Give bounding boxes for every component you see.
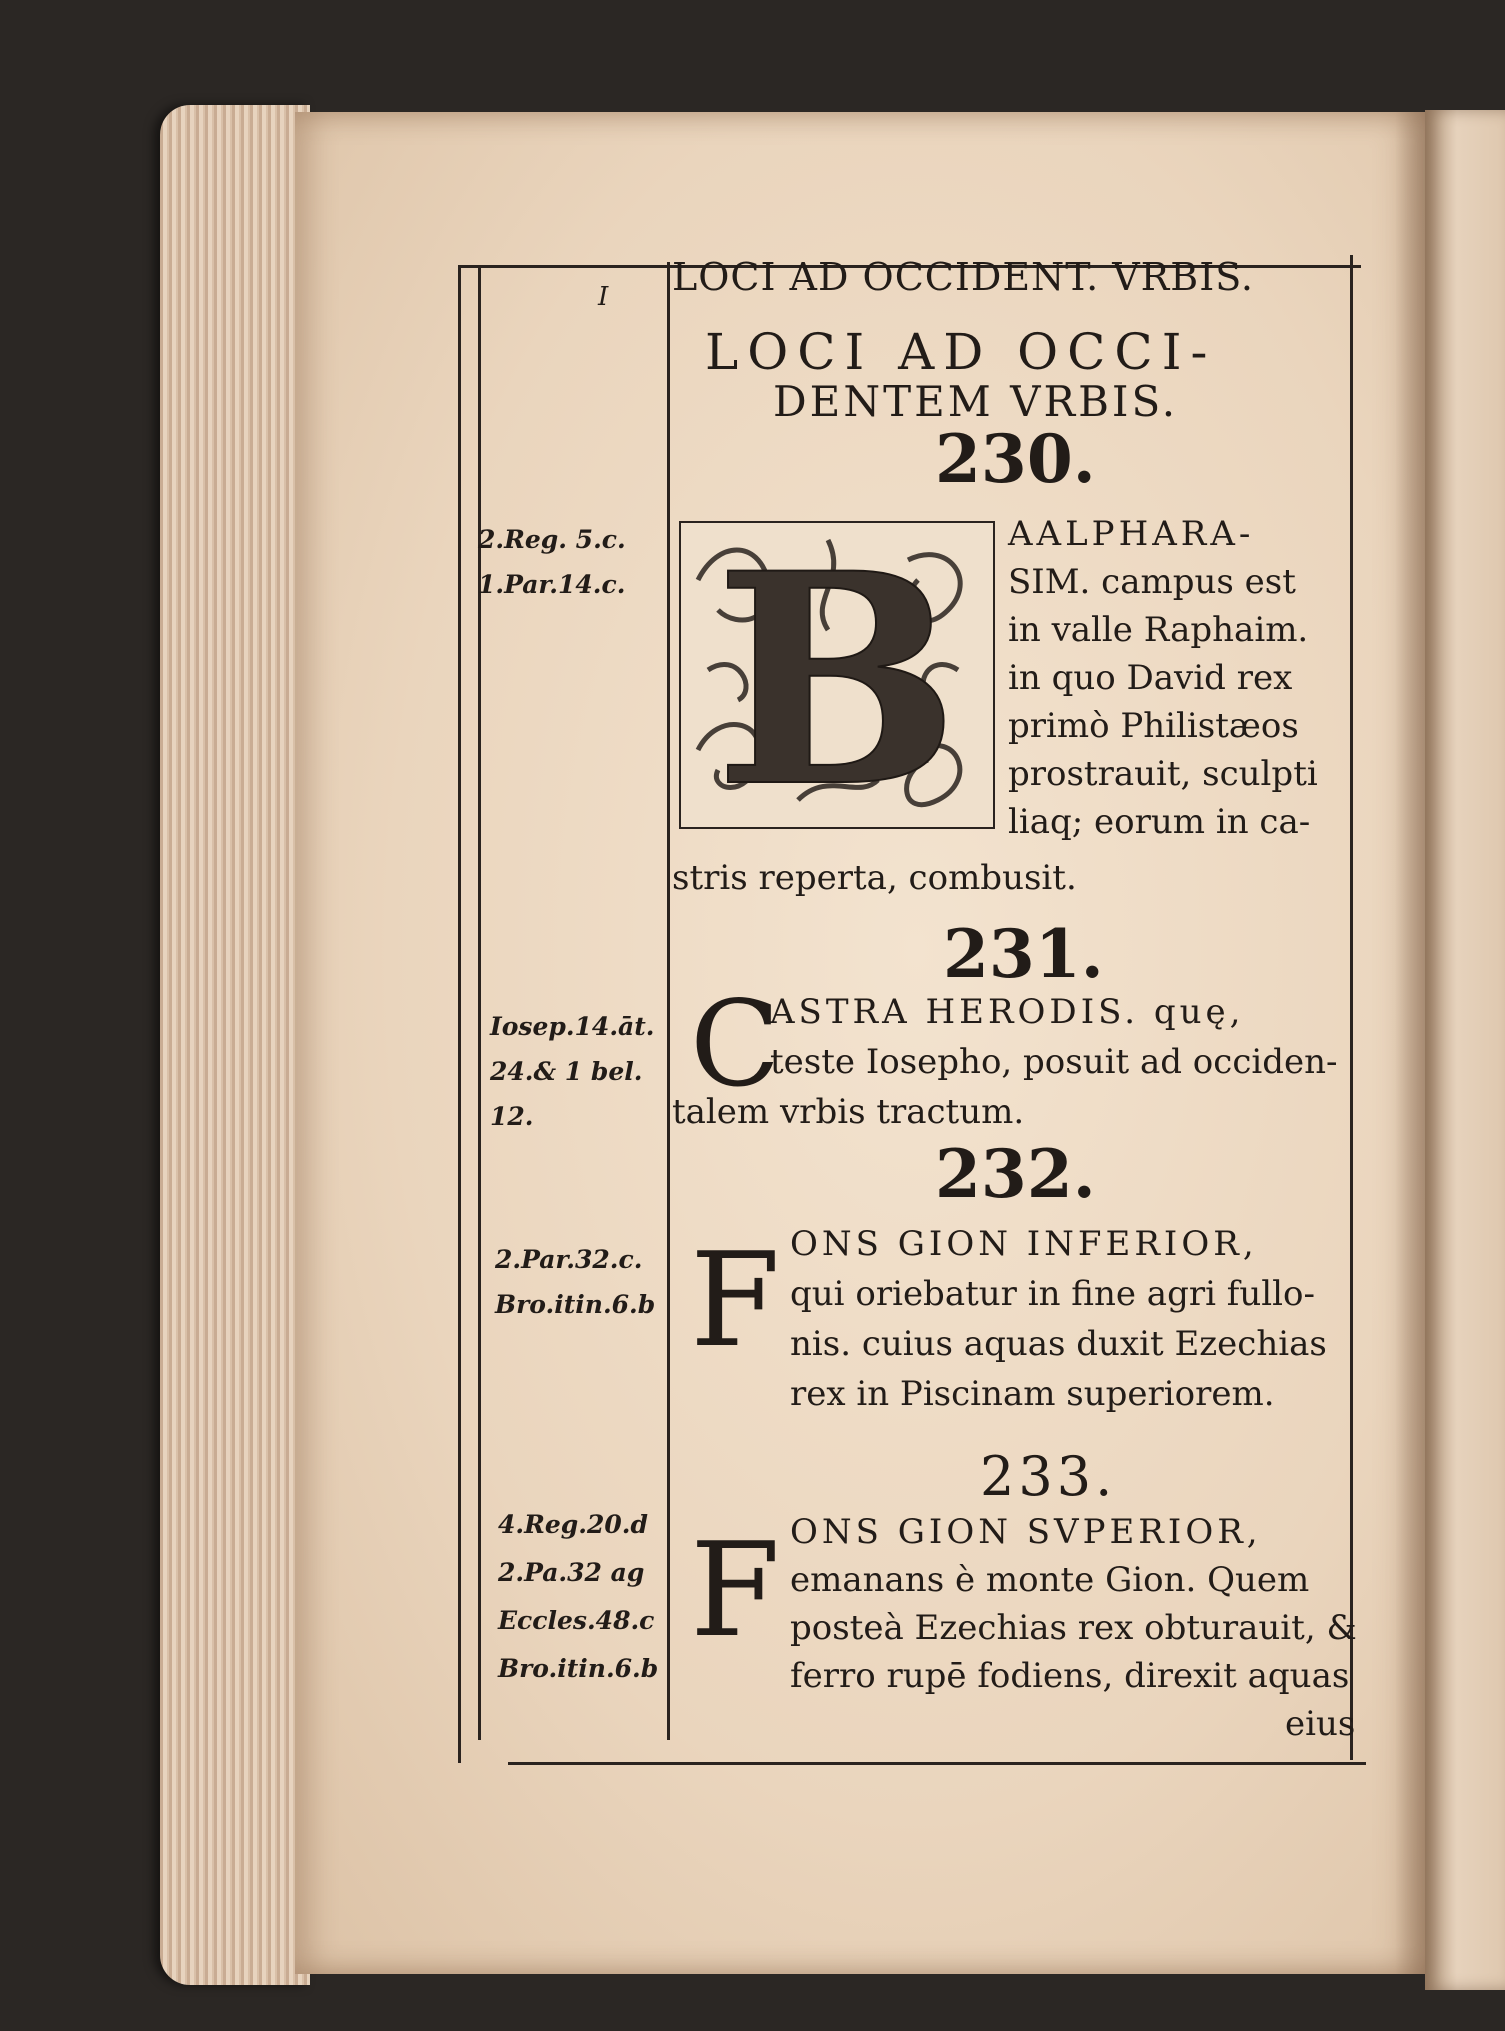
facing-page <box>1425 110 1505 1990</box>
entry-number: 233. <box>980 1445 1117 1508</box>
entry-text-line: stris reperta, combusit. <box>672 858 1077 898</box>
entry-text-line: ASTRA HERODIS. quę, <box>770 992 1245 1032</box>
margin-reference: Bro.itin.6.b <box>495 1290 656 1319</box>
entry-text-line: posteà Ezechias rex obturauit, & <box>790 1608 1357 1648</box>
margin-reference: 12. <box>490 1102 534 1131</box>
entry-text-line: ferro rupē fodiens, direxit aquas <box>790 1656 1350 1696</box>
column-rule <box>667 262 670 1740</box>
entry-text-line: rex in Piscinam superiorem. <box>790 1374 1275 1414</box>
margin-reference: 1.Par.14.c. <box>478 570 626 599</box>
entry-text-line: liaq; eorum in ca- <box>1008 802 1311 842</box>
entry-text-line: ONS GION SVPERIOR, <box>790 1512 1262 1552</box>
entry-text-line: emanans è monte Gion. Quem <box>790 1560 1310 1600</box>
entry-text-line: nis. cuius aquas duxit Ezechias <box>790 1324 1327 1364</box>
section-title-line1: LOCI AD OCCI- <box>705 323 1217 381</box>
running-head: LOCI AD OCCIDENT. VRBIS. <box>672 255 1254 299</box>
entry-text-line: teste Iosepho, posuit ad occiden- <box>770 1042 1338 1082</box>
margin-reference: Eccles.48.c <box>498 1606 655 1635</box>
margin-reference: 24.& 1 bel. <box>490 1057 643 1086</box>
frame-bottom-rule <box>508 1762 1366 1765</box>
page-edges <box>160 105 310 1985</box>
drop-initial: F <box>690 1224 781 1376</box>
entry-text-line: in valle Raphaim. <box>1008 610 1309 650</box>
entry-text-line: prostrauit, sculpti <box>1008 754 1318 794</box>
entry-number: 232. <box>935 1135 1096 1213</box>
entry-text-line: qui oriebatur in fine agri fullo- <box>790 1274 1315 1314</box>
entry-text-line: AALPHARA- <box>1008 514 1255 554</box>
entry-text-line: eius <box>1285 1704 1356 1744</box>
margin-reference: 2.Par.32.c. <box>495 1245 643 1274</box>
svg-text:B: B <box>714 520 960 830</box>
entry-text-line: SIM. campus est <box>1008 562 1296 602</box>
margin-reference: Bro.itin.6.b <box>498 1654 659 1683</box>
section-title-line2: DENTEM VRBIS. <box>773 377 1179 426</box>
drop-initial: C <box>690 975 781 1113</box>
entry-text-line: in quo David rex <box>1008 658 1293 698</box>
entry-number: 231. <box>943 915 1104 993</box>
margin-reference: 4.Reg.20.d <box>498 1510 648 1539</box>
entry-text-line: primò Philistæos <box>1008 706 1299 746</box>
decorated-initial-b <box>678 520 996 830</box>
page-number: I <box>598 282 609 312</box>
margin-rule <box>478 265 481 1740</box>
entry-number: 230. <box>935 420 1096 498</box>
frame-right-rule <box>1350 255 1353 1760</box>
entry-text-line: talem vrbis tractum. <box>672 1092 1025 1132</box>
margin-reference: Iosep.14.āt. <box>490 1012 655 1041</box>
margin-reference: 2.Pa.32 ag <box>498 1558 645 1587</box>
margin-reference: 2.Reg. 5.c. <box>478 525 626 554</box>
entry-text-line: ONS GION INFERIOR, <box>790 1224 1258 1264</box>
drop-initial: F <box>690 1514 781 1666</box>
